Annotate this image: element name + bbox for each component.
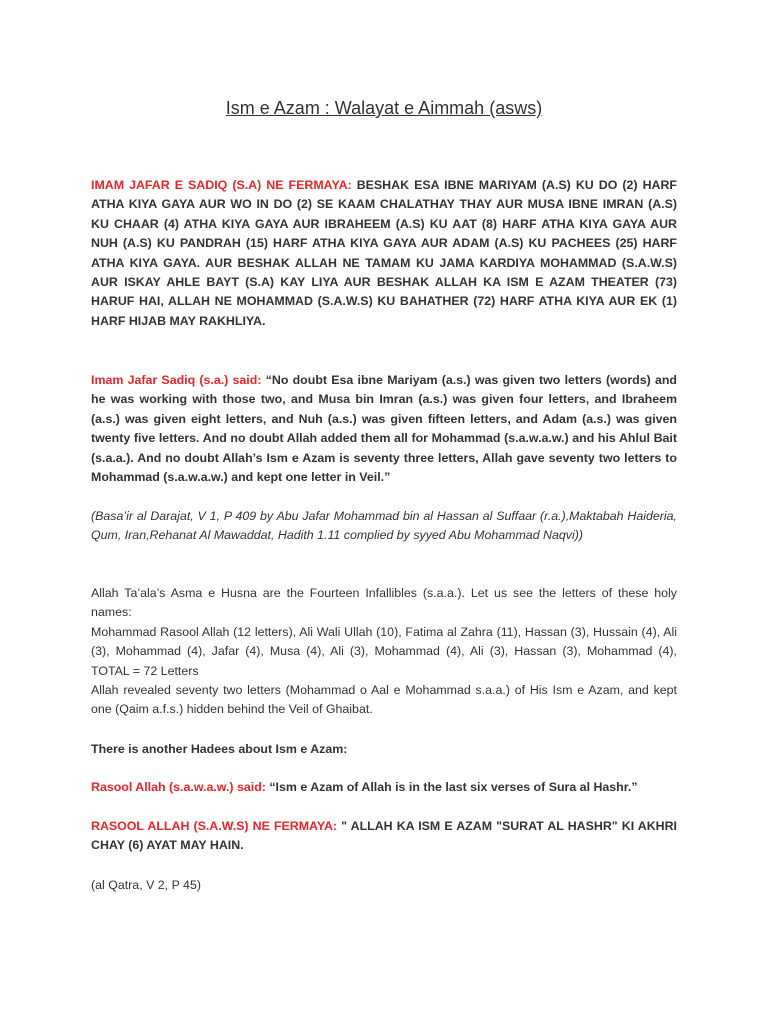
- english-hadith-paragraph: [91, 371, 677, 487]
- another-hadees-heading: There is another Hadees about Ism e Azam:: [91, 742, 348, 756]
- rasool-english-paragraph: [91, 778, 677, 797]
- english-hadith-speaker: Imam Jafar Sadiq (s.a.) said:: [91, 373, 262, 387]
- rasool-english-speaker: Rasool Allah (s.a.w.a.w.) said:: [91, 780, 266, 794]
- asma-husna-paragraph: [91, 584, 677, 720]
- page-title: Ism e Azam : Walayat e Aimmah (asws): [225, 98, 543, 118]
- asma-revealed-text: Allah revealed seventy two letters (Mohammad o Aal e Mohammad s.a.a.) of His Ism e Azam, and kept one (Qaim a.f.s.) hidden behind the Veil of Ghaibat.: [91, 683, 677, 717]
- urdu-hadith-speaker: IMAM JAFAR E SADIQ (S.A) NE FERMAYA:: [91, 178, 352, 192]
- rasool-urdu-speaker: RASOOL ALLAH (S.A.W.S) NE FERMAYA:: [91, 819, 338, 833]
- citation-basair: (Basa’ir al Darajat, V 1, P 409 by Abu Jafar Mohammad bin al Hassan al Suffaar (r.a.),Maktabah Haideria, Qum, Iran,Rehanat Al Mawaddat, Hadith 1.11 complied by syyed Abu Mohammad Naqvi)): [91, 509, 677, 543]
- asma-intro-text: Allah Ta’ala’s Asma e Husna are the Fourteen Infallibles (s.a.a.). Let us see the letters of these holy names:: [91, 586, 677, 620]
- rasool-urdu-text: " ALLAH KA ISM E AZAM "SURAT AL HASHR" KI AKHRI CHAY (6) AYAT MAY HAIN.: [91, 819, 677, 853]
- urdu-hadith-paragraph: [91, 176, 677, 331]
- urdu-hadith-text: BESHAK ESA IBNE MARIYAM (A.S) KU DO (2) HARF ATHA KIYA GAYA AUR WO IN DO (2) SE KAAM CHALATHAY THAY AUR MUSA IBNE IMRAN (A.S) KU CHAAR (4) ATHA KIYA GAYA AUR IBRAHEEM (A.S) KU AAT (8) HARF ATHA KIYA GAYA AUR NUH (A.S) KU PANDRAH (15) HARF ATHA KIYA GAYA AUR ADAM (A.S) KU PACHEES (25) HARF ATHA KIYA GAYA. AUR BESHAK ALLAH NE TAMAM KU JAMA KARDIYA MOHAMMAD (S.A.W.S) AUR ISKAY AHLE BAYT (S.A) KAY LIYA AUR BESHAK ALLAH KA ISM E AZAM THEATER (73) HARUF HAI, ALLAH NE MOHAMMAD (S.A.W.S) KU BAHATHER (72) HARF ATHA KIYA AUR EK (1) HARF HIJAB MAY RAKHLIYA.: [91, 178, 677, 328]
- asma-letters-list: Mohammad Rasool Allah (12 letters), Ali Wali Ullah (10), Fatima al Zahra (11), Hassan (3), Hussain (4), Ali (3), Mohammad (4), Jafar (4), Musa (4), Ali (3), Mohammad (4), Ali (3), Hassan (3), Mohammad (4), TOTAL = 72 Letters: [91, 624, 677, 678]
- citation-qatra: (al Qatra, V 2, P 45): [91, 878, 201, 892]
- rasool-english-text: “Ism e Azam of Allah is in the last six verses of Sura al Hashr.”: [269, 780, 638, 794]
- english-hadith-text: “No doubt Esa ibne Mariyam (a.s.) was given two letters (words) and he was working with those two, and Musa bin Imran (a.s.) was given four letters, and Ibraheem (a.s.) was given eight letters, and Nuh (a.s.) was given fifteen letters, and Adam (a.s.) was given twenty five letters. And no doubt Allah added them all for Mohammad (s.a.w.a.w.) and his Ahlul Bait (s.a.a.). And no doubt Allah’s Ism e Azam is seventy three letters, Allah gave seventy two letters to Mohammad (s.a.w.a.w.) and kept one letter in Veil.”: [91, 373, 677, 485]
- rasool-urdu-paragraph: [91, 817, 677, 856]
